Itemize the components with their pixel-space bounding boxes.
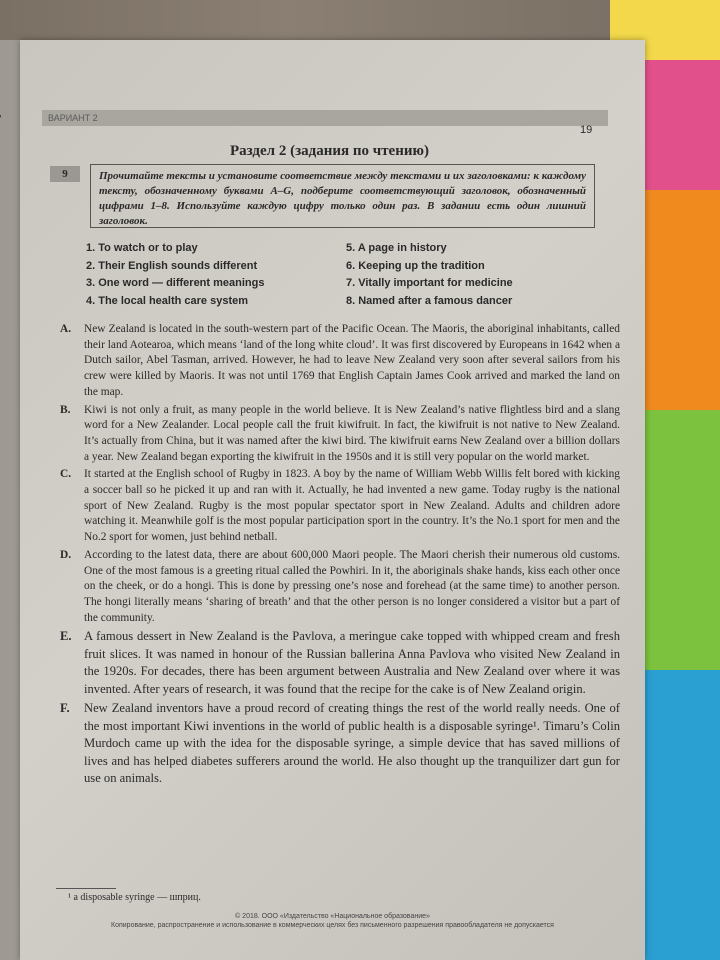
task-number-badge: 9 [50, 166, 80, 182]
heading-item: 6. Keeping up the tradition [346, 259, 485, 272]
copyright-line: Копирование, распространение и использование в коммерческих целях без письменного разрешения правообладателя не допускается [111, 922, 554, 929]
task-instructions: Прочитайте тексты и установите соответствие между текстами и их заголовками: к каждому тексту, обозначенному буквами A–G, подберите соответствующий заголовок, обозначенный цифрами 1–8. Используйте каждую цифру только один раз. В задании есть один лишний заголовок. [90, 164, 595, 228]
text-f [60, 700, 620, 788]
text-letter: E. [60, 629, 72, 644]
reading-texts [60, 322, 620, 790]
heading-item: 1. To watch or to play [86, 242, 198, 254]
footnote-divider [56, 888, 116, 889]
heading-item: 4. The local health care system [86, 294, 249, 307]
section-title: Раздел 2 (задания по чтению) [230, 143, 429, 159]
text-d [60, 548, 620, 627]
text-letter: C. [60, 468, 72, 481]
text-body: New Zealand inventors have a proud record of creating things the rest of the world really needs. One of the most important Kiwi inventions in the world of public health is a disposable syringe¹. Timaru’s Colin Murdoch came up with the idea for the disposable syringe, a simple device that has saved millions of lives and has helped diabetes sufferers around the world. He also thought up the tranquilizer dart gun for use on animals. [84, 701, 620, 786]
headings-column-right [346, 240, 606, 310]
text-a [60, 322, 620, 401]
exam-page [20, 40, 645, 960]
text-body: According to the latest data, there are about 600,000 Maori people. The Maori cherish their numerous old customs. One of the most famous is a greeting ritual called the Powhiri. In it, the aboriginals shake hands, kiss each other once on the cheek, or do a hongi. This is done by pressing one’s nose and forehead (at the same time) to another person. The hongi literally means ‘sharing of breath’ and that the other person is no longer considered a visitor but a part of the community. [84, 548, 620, 624]
heading-item: 7. Vitally important for medicine [346, 277, 513, 289]
footnote: ¹ a disposable syringe — шприц. [68, 892, 201, 903]
heading-item: 3. One word — different meanings [86, 277, 265, 289]
page-number: 19 [580, 124, 593, 136]
text-body: A famous dessert in New Zealand is the Pavlova, a meringue cake topped with whipped cream and fresh fruit slices. It was named in honour of the Russian ballerina Anna Pavlova who visited New Zealand in the 1920s. For decades, there has been argument between Australia and New Zealand over where it was invented. After years of research, it was found that the recipe for the cake is of New Zealand origin. [84, 629, 620, 696]
heading-item: 5. A page in history [346, 242, 447, 254]
text-e [60, 628, 620, 698]
copyright-line: © 2018. ООО «Издательство «Национальное образование» [235, 913, 430, 920]
left-page-tab [0, 110, 1, 120]
text-b [60, 403, 620, 466]
text-body: New Zealand is located in the south-western part of the Pacific Ocean. The Maoris, the aboriginal inhabitants, called their land Aotearoa, which means ‘land of the long white cloud’. It was first discovered by Europeans in 1642 when a Dutch sailor, Abel Tasman, arrived. However, he had to leave New Zealand very soon after several sailors from his crew were killed by Maoris. It was not until 1769 that English Captain James Cook arrived and marked the land on the map. [84, 323, 620, 398]
text-body: It started at the English school of Rugby in 1823. A boy by the name of William Webb Willis felt bored with kicking a soccer ball so he picked it up and ran with it. Actually, he had invented a new game. Today rugby is the national sport of New Zealand. Rugby is the most popular spectator sport in New Zealand. Adults and children adore watching it. Meanwhile golf is the most popular participation sport in the country. It’s the No.1 sport for men and the No.2 sport for women, just behind netball. [84, 468, 620, 544]
text-body: Kiwi is not only a fruit, as many people in the world believe. It is New Zealand’s native flightless bird and a slang word for a New Zealander. Local people call the fruit kiwifruit. In fact, the kiwifruit is not native to New Zealand. It’s actually from China, but it was named after the kiwi bird. The kiwifruit earns New Zealand over a billion dollars a year. New Zealand began exporting the kiwifruit in the 1950s and it is still very popular on the world market. [84, 403, 620, 463]
text-letter: F. [60, 701, 70, 716]
headings-column-left [86, 240, 346, 310]
variant-header: ВАРИАНТ 2 [42, 110, 608, 126]
text-c [60, 467, 620, 546]
text-letter: D. [60, 548, 72, 561]
text-letter: A. [60, 323, 72, 335]
heading-item: 8. Named after a famous dancer [346, 294, 513, 307]
copyright-notice [20, 912, 645, 930]
heading-item: 2. Their English sounds different [86, 259, 258, 272]
text-letter: B. [60, 403, 71, 416]
